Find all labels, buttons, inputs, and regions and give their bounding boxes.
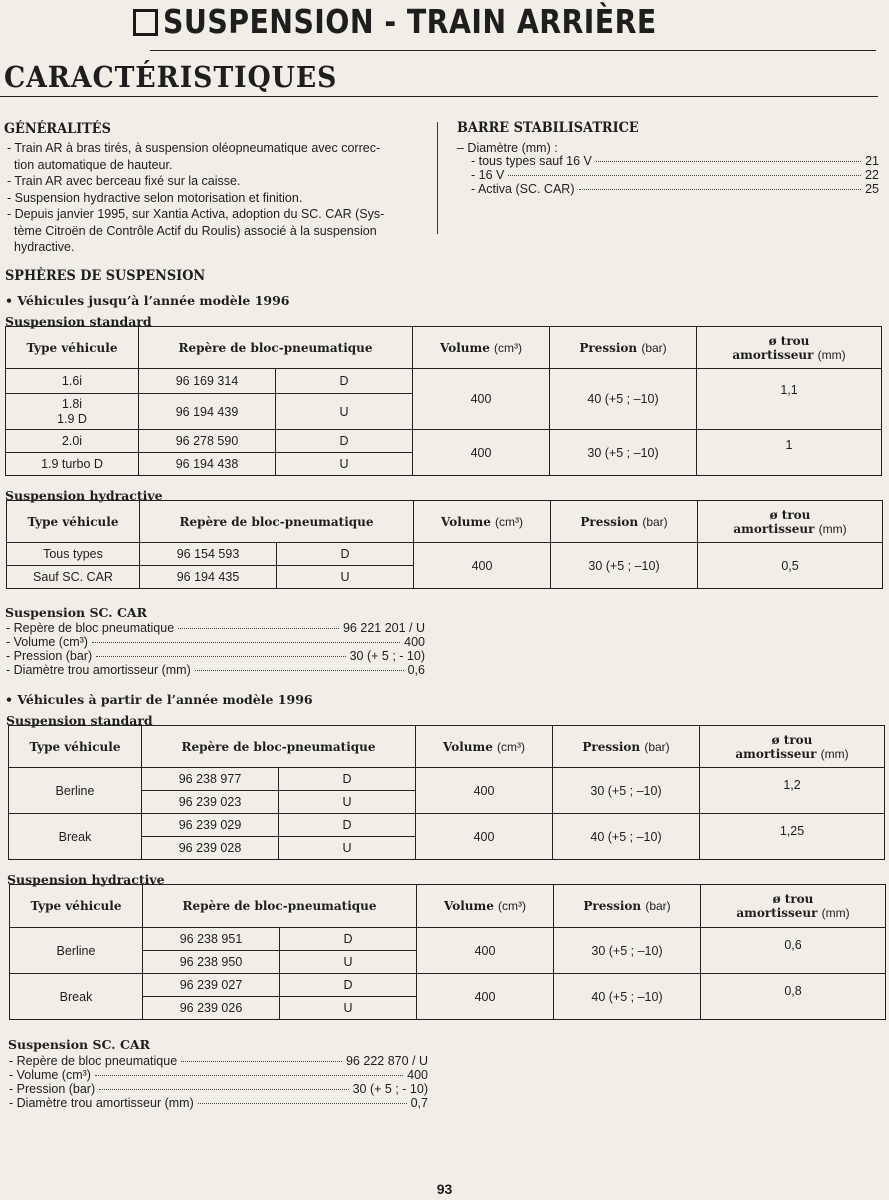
sccar-row xyxy=(6,663,425,677)
sccar-row-label: - Volume (cm³) xyxy=(9,1068,91,1082)
volume-cell: 400 xyxy=(416,814,553,860)
generalites-heading: GÉNÉRALITÉS xyxy=(4,121,111,137)
sccar-row-value: 0,6 xyxy=(407,663,425,677)
ref-number: 96 238 977 xyxy=(142,768,279,791)
col-type: Type véhicule xyxy=(6,327,139,369)
col-trou-label: amortisseur xyxy=(733,521,815,536)
ref-letter: U xyxy=(276,394,413,430)
dot-leader xyxy=(198,1103,407,1104)
sccar1-list xyxy=(6,621,425,677)
bullet-icon: • xyxy=(5,293,18,308)
col-trou-line1: ø trou xyxy=(771,732,813,747)
col-trou-unit: (mm) xyxy=(820,746,849,761)
volume-cell: 400 xyxy=(417,928,554,974)
ref-letter: D xyxy=(280,974,417,997)
sccar-row-value: 30 (+ 5 ; - 10) xyxy=(349,649,425,663)
barre-list xyxy=(471,154,879,196)
barre-row-label: - 16 V xyxy=(471,168,505,182)
sccar-row xyxy=(9,1054,428,1068)
period-heading-2 xyxy=(5,692,313,707)
checkbox-square-icon xyxy=(133,9,158,36)
type-cell: 1.6i xyxy=(6,369,139,394)
barre-row-value: 25 xyxy=(865,182,879,196)
pression-cell: 30 (+5 ; –10) xyxy=(554,928,701,974)
table-hydractive-post1996 xyxy=(9,884,886,1020)
type-line: 1.9 D xyxy=(57,411,87,426)
sccar-row-value: 96 221 201 / U xyxy=(342,621,425,635)
section-title: CARACTÉRISTIQUES xyxy=(4,60,338,94)
ref-letter: U xyxy=(276,453,413,476)
ref-number: 96 238 950 xyxy=(143,951,280,974)
barre-row-label: - tous types sauf 16 V xyxy=(471,154,592,168)
type-line: 1.8i xyxy=(61,396,83,411)
ref-letter: U xyxy=(280,997,417,1020)
col-volume-unit: (cm³) xyxy=(497,739,526,754)
generalites-line: tion automatique de hauteur. xyxy=(14,157,173,172)
ref-number: 96 169 314 xyxy=(139,369,276,394)
volume-cell: 400 xyxy=(413,369,550,430)
sccar2-title: Suspension SC. CAR xyxy=(8,1037,150,1052)
col-pression xyxy=(553,726,700,768)
table2-title: Suspension hydractive xyxy=(5,488,163,503)
sccar-row-label: - Pression (bar) xyxy=(9,1082,96,1096)
col-pression xyxy=(554,885,701,928)
dot-leader xyxy=(95,1075,403,1076)
generalites-line: tème Citroën de Contrôle Actif du Roulis) associé à la suspension xyxy=(14,223,377,238)
barre-row xyxy=(471,154,879,168)
type-cell: Sauf SC. CAR xyxy=(7,566,140,589)
pression-cell: 30 (+5 ; –10) xyxy=(551,543,698,589)
col-type: Type véhicule xyxy=(9,726,142,768)
dot-leader xyxy=(195,670,404,671)
generalites-line: - Train AR avec berceau fixé sur la caisse. xyxy=(7,174,241,188)
sccar-row-label: - Diamètre trou amortisseur (mm) xyxy=(6,663,191,677)
ref-letter: D xyxy=(279,814,416,837)
dot-leader xyxy=(99,1089,348,1090)
ref-number: 96 239 026 xyxy=(143,997,280,1020)
type-cell: Tous types xyxy=(7,543,140,566)
ref-number: 96 154 593 xyxy=(140,543,277,566)
sccar-row-value: 400 xyxy=(407,1068,428,1082)
dot-leader xyxy=(596,161,861,162)
ref-number: 96 239 027 xyxy=(143,974,280,997)
col-volume xyxy=(416,726,553,768)
col-trou-unit: (mm) xyxy=(817,347,846,362)
volume-cell: 400 xyxy=(416,768,553,814)
period-heading-2-text: Véhicules à partir de l’année modèle 1996 xyxy=(17,692,313,707)
col-volume-unit: (cm³) xyxy=(494,340,523,355)
col-trou-label: amortisseur xyxy=(735,746,817,761)
generalites-line: - Suspension hydractive selon motorisation et finition. xyxy=(7,190,303,205)
trou-cell: 0,5 xyxy=(698,543,883,589)
col-type: Type véhicule xyxy=(7,501,140,543)
sccar1-title: Suspension SC. CAR xyxy=(5,605,147,620)
barre-heading: BARRE STABILISATRICE xyxy=(457,120,639,136)
col-volume-label: Volume xyxy=(440,340,490,355)
pression-cell: 30 (+5 ; –10) xyxy=(550,430,697,476)
barre-row-value: 22 xyxy=(865,168,879,182)
col-volume xyxy=(413,327,550,369)
sccar-row-label: - Diamètre trou amortisseur (mm) xyxy=(9,1096,194,1110)
ref-number: 96 194 438 xyxy=(139,453,276,476)
col-trou-line2 xyxy=(697,348,881,362)
period-heading-1-text: Véhicules jusqu’à l’année modèle 1996 xyxy=(17,293,290,308)
sccar-row-value: 0,7 xyxy=(410,1096,428,1110)
col-repere: Repère de bloc-pneumatique xyxy=(143,885,417,928)
col-trou-line2 xyxy=(701,906,885,920)
sccar-row-label: - Volume (cm³) xyxy=(6,635,88,649)
generalites-line: hydractive. xyxy=(14,240,75,254)
volume-cell: 400 xyxy=(417,974,554,1020)
type-cell: Berline xyxy=(10,928,143,974)
volume-cell: 400 xyxy=(413,430,550,476)
col-volume-unit: (cm³) xyxy=(495,514,524,529)
type-cell: Break xyxy=(10,974,143,1020)
spheres-heading: SPHÈRES DE SUSPENSION xyxy=(5,268,206,284)
trou-cell: 1,1 xyxy=(697,369,882,430)
dot-leader xyxy=(181,1061,342,1062)
ref-number: 96 239 028 xyxy=(142,837,279,860)
section-rule xyxy=(0,96,878,97)
barre-row xyxy=(471,168,879,182)
sccar-row-value: 400 xyxy=(404,635,425,649)
trou-cell: 1,25 xyxy=(700,814,885,860)
sccar-row xyxy=(9,1082,428,1096)
generalites-line: - Train AR à bras tirés, à suspension oléopneumatique avec correc- xyxy=(7,141,381,155)
sccar-row xyxy=(6,649,425,663)
table4-title: Suspension hydractive xyxy=(7,872,165,887)
ref-letter: D xyxy=(279,768,416,791)
ref-letter: U xyxy=(277,566,414,589)
ref-number: 96 239 029 xyxy=(142,814,279,837)
type-cell xyxy=(6,394,139,430)
col-trou-unit: (mm) xyxy=(818,521,847,536)
table-standard-pre1996 xyxy=(5,326,882,476)
col-volume-label: Volume xyxy=(443,739,493,754)
col-volume-label: Volume xyxy=(444,899,494,913)
col-trou xyxy=(698,501,883,543)
page-number: 93 xyxy=(436,1181,453,1197)
generalites-list xyxy=(7,140,384,256)
trou-cell: 1,2 xyxy=(700,768,885,814)
barre-intro: – Diamètre (mm) : xyxy=(457,141,558,155)
col-pression-unit: (bar) xyxy=(641,340,667,355)
ref-letter: D xyxy=(276,430,413,453)
pression-cell: 40 (+5 ; –10) xyxy=(550,369,697,430)
bullet-icon: • xyxy=(5,692,18,707)
col-volume-unit: (cm³) xyxy=(498,899,527,913)
sccar2-list xyxy=(9,1054,428,1110)
col-pression-label: Pression xyxy=(583,899,642,913)
barre-row xyxy=(471,182,879,196)
type-cell: Break xyxy=(9,814,142,860)
sccar-row-value: 30 (+ 5 ; - 10) xyxy=(352,1082,428,1096)
col-pression-unit: (bar) xyxy=(642,514,668,529)
dot-leader xyxy=(579,189,862,190)
col-pression-unit: (bar) xyxy=(645,899,671,913)
type-cell: 2.0i xyxy=(6,430,139,453)
col-trou xyxy=(697,327,882,369)
dot-leader xyxy=(508,175,861,176)
col-volume xyxy=(414,501,551,543)
col-pression-unit: (bar) xyxy=(644,739,670,754)
sccar-row-label: - Pression (bar) xyxy=(6,649,93,663)
dot-leader xyxy=(92,642,400,643)
col-trou-label: amortisseur xyxy=(736,906,818,920)
col-pression-label: Pression xyxy=(580,514,639,529)
ref-number: 96 278 590 xyxy=(139,430,276,453)
col-trou-line1: ø trou xyxy=(769,507,811,522)
ref-number: 96 194 435 xyxy=(140,566,277,589)
col-repere: Repère de bloc-pneumatique xyxy=(140,501,414,543)
page-header-title: SUSPENSION - TRAIN ARRIÈRE xyxy=(163,2,657,41)
trou-cell: 0,8 xyxy=(701,974,886,1020)
type-cell: Berline xyxy=(9,768,142,814)
col-trou xyxy=(700,726,885,768)
ref-number: 96 238 951 xyxy=(143,928,280,951)
dot-leader xyxy=(96,656,345,657)
col-trou-line1: ø trou xyxy=(768,333,810,348)
col-trou-line1: ø trou xyxy=(772,892,814,906)
ref-letter: D xyxy=(280,928,417,951)
col-pression xyxy=(550,327,697,369)
column-divider xyxy=(437,122,438,234)
header-rule xyxy=(150,50,876,51)
type-cell: 1.9 turbo D xyxy=(6,453,139,476)
table-hydractive-pre1996 xyxy=(6,500,883,589)
col-repere: Repère de bloc-pneumatique xyxy=(139,327,413,369)
sccar-row-value: 96 222 870 / U xyxy=(345,1054,428,1068)
col-volume-label: Volume xyxy=(441,514,491,529)
ref-letter: D xyxy=(276,369,413,394)
col-trou-line2 xyxy=(698,522,882,536)
sccar-row-label: - Repère de bloc pneumatique xyxy=(6,621,175,635)
col-type: Type véhicule xyxy=(10,885,143,928)
pression-cell: 30 (+5 ; –10) xyxy=(553,768,700,814)
ref-letter: U xyxy=(279,791,416,814)
col-trou-line2 xyxy=(700,747,884,761)
period-heading-1 xyxy=(5,293,290,308)
barre-row-label: - Activa (SC. CAR) xyxy=(471,182,575,196)
table-standard-post1996 xyxy=(8,725,885,860)
col-trou xyxy=(701,885,886,928)
col-trou-label: amortisseur xyxy=(732,347,814,362)
barre-row-value: 21 xyxy=(865,154,879,168)
col-trou-unit: (mm) xyxy=(821,906,850,920)
sccar-row xyxy=(6,621,425,635)
sccar-row-label: - Repère de bloc pneumatique xyxy=(9,1054,178,1068)
sccar-row xyxy=(6,635,425,649)
col-repere: Repère de bloc-pneumatique xyxy=(142,726,416,768)
pression-cell: 40 (+5 ; –10) xyxy=(554,974,701,1020)
pression-cell: 40 (+5 ; –10) xyxy=(553,814,700,860)
table1-title: Suspension standard xyxy=(5,314,152,329)
ref-number: 96 194 439 xyxy=(139,394,276,430)
volume-cell: 400 xyxy=(414,543,551,589)
trou-cell: 0,6 xyxy=(701,928,886,974)
ref-letter: U xyxy=(280,951,417,974)
col-pression xyxy=(551,501,698,543)
table3-title: Suspension standard xyxy=(6,713,153,728)
col-pression-label: Pression xyxy=(582,739,641,754)
sccar-row xyxy=(9,1068,428,1082)
generalites-line: - Depuis janvier 1995, sur Xantia Activa, adoption du SC. CAR (Sys- xyxy=(7,207,385,221)
ref-letter: D xyxy=(277,543,414,566)
trou-cell: 1 xyxy=(697,430,882,476)
ref-number: 96 239 023 xyxy=(142,791,279,814)
ref-letter: U xyxy=(279,837,416,860)
sccar-row xyxy=(9,1096,428,1110)
col-volume xyxy=(417,885,554,928)
col-pression-label: Pression xyxy=(579,340,638,355)
dot-leader xyxy=(178,628,339,629)
